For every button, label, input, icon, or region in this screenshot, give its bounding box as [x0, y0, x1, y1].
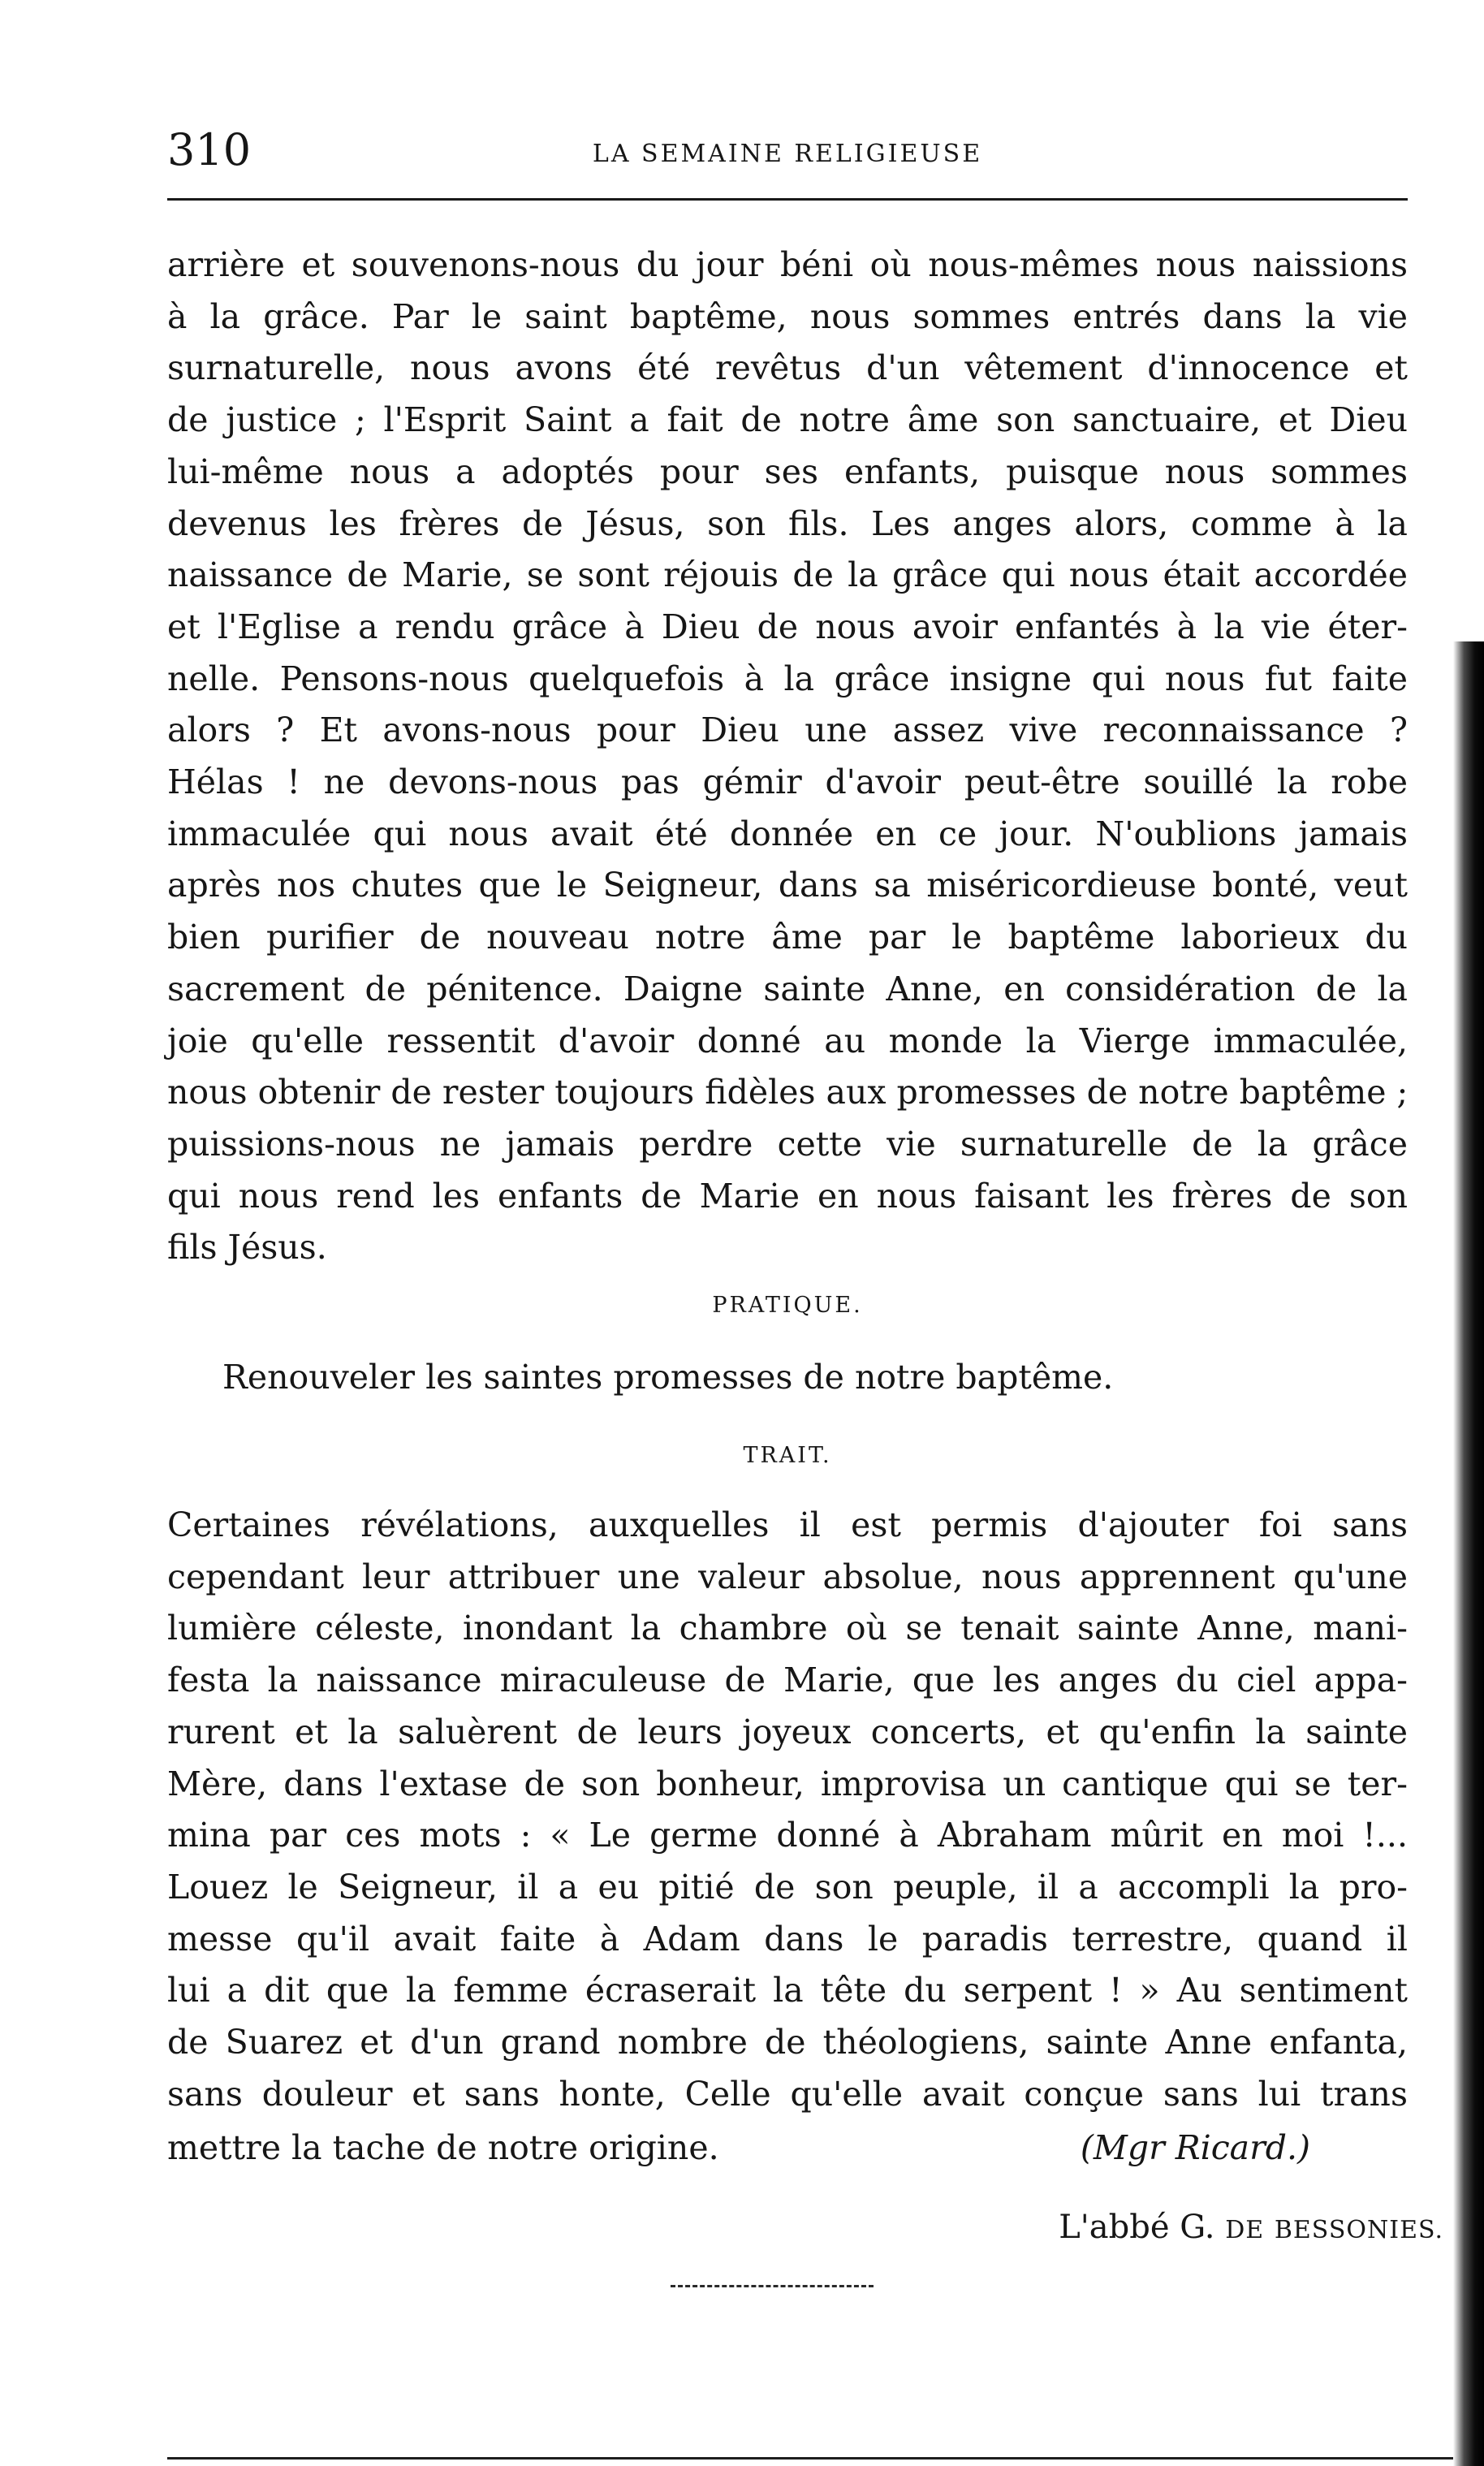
trait-final-row	[167, 2122, 1408, 2174]
pratique-heading: PRATIQUE.	[712, 1293, 863, 1318]
text-line: surnaturelle, nous avons été revêtus d'un vêtement d'innocence et	[167, 348, 1408, 388]
text-line: qui nous rend les enfants de Marie en nous faisant les frères de son	[167, 1176, 1408, 1216]
text-line: sacrement de pénitence. Daigne sainte Anne, en considération de la	[167, 969, 1408, 1008]
text-line: festa la naissance miraculeuse de Marie, que les anges du ciel appa-	[167, 1661, 1408, 1700]
text-line: Mère, dans l'extase de son bonheur, improvisa un cantique qui se ter-	[167, 1764, 1408, 1803]
author-particle: DE	[1225, 2216, 1265, 2244]
bottom-rule	[167, 2457, 1453, 2460]
text-line: nelle. Pensons-nous quelquefois à la grâce insigne qui nous fut faite	[167, 659, 1408, 698]
text-line: cependant leur attribuer une valeur absolue, nous apprennent qu'une	[167, 1557, 1408, 1596]
text-line: bien purifier de nouveau notre âme par le baptême laborieux du	[167, 918, 1408, 957]
text-line: messe qu'il avait faite à Adam dans le paradis terrestre, quand il	[167, 1919, 1408, 1959]
text-line: mina par ces mots : « Le germe donné à Abraham mûrit en moi !...	[167, 1816, 1408, 1855]
end-rule	[671, 2285, 874, 2287]
text-line: après nos chutes que le Seigneur, dans sa miséricordieuse bonté, veut	[167, 866, 1408, 905]
text-line: Hélas ! ne devons-nous pas gémir d'avoir peut-être souillé la robe	[167, 762, 1408, 802]
text-line: sans douleur et sans honte, Celle qu'elle avait conçue sans lui trans	[167, 2074, 1408, 2114]
text-line: de Suarez et d'un grand nombre de théologiens, sainte Anne enfanta,	[167, 2023, 1408, 2062]
text-line: Louez le Seigneur, il a eu pitié de son peuple, il a accompli la pro-	[167, 1867, 1408, 1907]
binding-shadow	[1453, 641, 1484, 2466]
author-signature	[1059, 2201, 1443, 2257]
text-line: de justice ; l'Esprit Saint a fait de notre âme son sanctuaire, et Dieu	[167, 400, 1408, 440]
author-prefix: L'abbé G.	[1059, 2209, 1215, 2246]
intro-paragraph	[167, 240, 1408, 1274]
text-line: puissions-nous ne jamais perdre cette vie surnaturelle de la grâce	[167, 1124, 1408, 1164]
text-line: immaculée qui nous avait été donnée en ce jour. N'oublions jamais	[167, 814, 1408, 853]
text-line: naissance de Marie, se sont réjouis de la grâce qui nous était accordée	[167, 555, 1408, 595]
page-number: 310	[167, 124, 252, 175]
trait-paragraph	[167, 1500, 1408, 2120]
text-line: fils Jésus.	[167, 1228, 327, 1268]
header-rule	[167, 198, 1408, 201]
trait-heading: TRAIT.	[743, 1443, 832, 1468]
text-line: lui a dit que la femme écraserait la tête du serpent ! » Au sentiment	[167, 1971, 1408, 2010]
text-line: rurent et la saluèrent de leurs joyeux concerts, et qu'enfin la sainte	[167, 1712, 1408, 1751]
text-line: lumière céleste, inondant la chambre où se tenait sainte Anne, mani-	[167, 1609, 1408, 1648]
running-title: LA SEMAINE RELIGIEUSE	[592, 140, 983, 168]
author-surname: BESSONIES.	[1274, 2216, 1443, 2244]
text-line: lui-même nous a adoptés pour ses enfants, puisque nous sommes	[167, 451, 1408, 491]
running-head	[167, 122, 1408, 179]
text-line: nous obtenir de rester toujours fidèles aux promesses de notre baptême ;	[167, 1073, 1409, 1112]
trait-final-line: mettre la tache de notre origine.	[167, 2128, 719, 2167]
text-line: joie qu'elle ressentit d'avoir donné au monde la Vierge immaculée,	[167, 1021, 1408, 1060]
pratique-text: Renouveler les saintes promesses de notre baptême.	[222, 1358, 1114, 1397]
text-line: à la grâce. Par le saint baptême, nous sommes entrés dans la vie	[167, 296, 1408, 336]
quote-source: (Mgr Ricard.)	[1080, 2128, 1310, 2167]
text-line: alors ? Et avons-nous pour Dieu une assez vive reconnaissance ?	[167, 710, 1408, 750]
text-line: et l'Eglise a rendu grâce à Dieu de nous avoir enfantés à la vie éter-	[167, 607, 1408, 646]
text-line: arrière et souvenons-nous du jour béni où nous-mêmes nous naissions	[167, 245, 1408, 284]
text-line: devenus les frères de Jésus, son fils. Les anges alors, comme à la	[167, 503, 1408, 543]
text-line: Certaines révélations, auxquelles il est permis d'ajouter foi sans	[167, 1505, 1408, 1544]
